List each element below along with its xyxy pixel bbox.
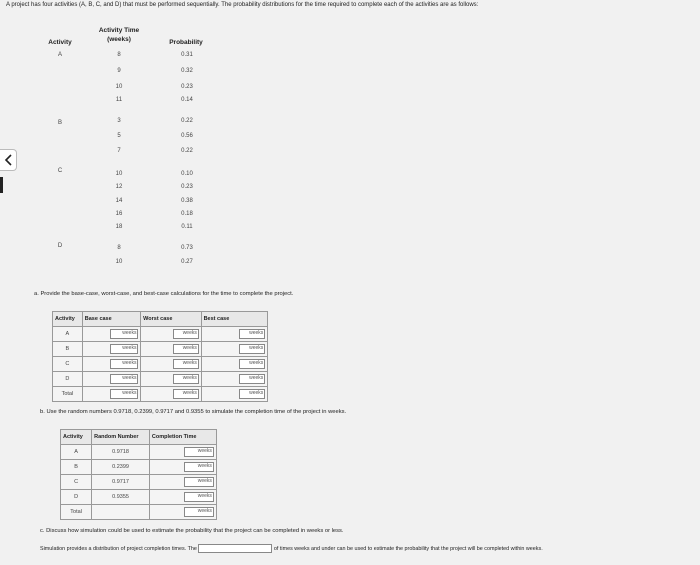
side-indicator: [0, 177, 3, 193]
dist-prob-value: 0.38: [181, 198, 193, 204]
part-a-activity: D: [53, 372, 83, 387]
worst-case-input[interactable]: weeks: [173, 329, 199, 339]
base-case-input[interactable]: weeks: [110, 359, 138, 369]
dist-time-value: 11: [115, 97, 123, 103]
dist-header-activity: Activity: [48, 39, 72, 46]
part-a-header-activity: Activity: [53, 312, 83, 327]
base-case-input[interactable]: weeks: [110, 374, 138, 384]
random-number: [92, 505, 150, 520]
table-row: [61, 445, 217, 460]
worst-case-input[interactable]: weeks: [173, 359, 199, 369]
part-a-activity: B: [53, 342, 83, 357]
random-number: 0.9355: [92, 490, 150, 505]
worst-case-input[interactable]: weeks: [173, 374, 199, 384]
part-a-prompt: a. Provide the base-case, worst-case, and best-case calculations for the time to complete the project.: [34, 291, 294, 297]
dist-activity-label: B: [57, 120, 62, 126]
table-row: [61, 490, 217, 505]
dist-prob-value: 0.73: [181, 245, 193, 251]
dist-prob-value: 0.14: [181, 97, 193, 103]
dist-activity-label: C: [57, 168, 63, 174]
dist-prob-value: 0.18: [181, 211, 193, 217]
dist-time-value: 14: [115, 198, 123, 204]
completion-time-total-input[interactable]: weeks: [184, 507, 214, 517]
completion-time-input[interactable]: weeks: [184, 477, 214, 487]
base-case-input[interactable]: weeks: [110, 329, 138, 339]
dist-prob-value: 0.22: [181, 118, 193, 124]
back-button[interactable]: [0, 149, 17, 171]
base-case-total-input[interactable]: weeks: [110, 389, 138, 399]
part-b-header-activity: Activity: [61, 430, 92, 445]
dist-prob-value: 0.32: [181, 68, 193, 74]
dist-time-value: 7: [117, 148, 121, 154]
part-c-sentence-end: of times weeks and under can be used to estimate the probability that the project will be completed within weeks.: [273, 545, 543, 552]
table-row: [53, 357, 268, 372]
dist-time-value: 12: [115, 184, 123, 190]
dist-time-value: 5: [117, 133, 121, 139]
dist-activity-label: A: [57, 52, 62, 58]
part-b-activity: A: [61, 445, 92, 460]
part-b-table: [60, 429, 217, 520]
part-a-header-best: Best case: [201, 312, 267, 327]
part-a-activity: Total: [53, 387, 83, 402]
intro-text: A project has four activities (A, B, C, and D) that must be performed sequentially. The probability distributions for the time required to complete each of the activities are as follows:: [6, 2, 479, 8]
part-b-activity: C: [61, 475, 92, 490]
dist-time-value: 16: [115, 211, 123, 217]
part-a-table: [52, 311, 268, 402]
dist-prob-value: 0.10: [181, 171, 193, 177]
best-case-input[interactable]: weeks: [239, 374, 265, 384]
dist-time-value: 3: [117, 118, 121, 124]
table-row: [53, 327, 268, 342]
random-number: 0.2399: [92, 460, 150, 475]
part-b-header-completion: Completion Time: [149, 430, 216, 445]
dist-prob-value: 0.23: [181, 184, 193, 190]
base-case-input[interactable]: weeks: [110, 344, 138, 354]
dist-prob-value: 0.11: [181, 224, 193, 230]
completion-time-input[interactable]: weeks: [184, 447, 214, 457]
part-b-prompt: b. Use the random numbers 0.9718, 0.2399, 0.9717 and 0.9355 to simulate the completion time of the project in weeks.: [40, 409, 347, 415]
dist-prob-value: 0.23: [181, 84, 193, 90]
part-a-header-base: Base case: [82, 312, 140, 327]
part-b-activity: D: [61, 490, 92, 505]
completion-time-input[interactable]: weeks: [184, 492, 214, 502]
dist-prob-value: 0.56: [181, 133, 193, 139]
best-case-input[interactable]: weeks: [239, 329, 265, 339]
table-row: [61, 475, 217, 490]
part-a-activity: A: [53, 327, 83, 342]
dist-prob-value: 0.27: [181, 259, 193, 265]
dist-prob-value: 0.22: [181, 148, 193, 154]
dist-header-probability: Probability: [169, 39, 203, 46]
part-c-prompt: c. Discuss how simulation could be used to estimate the probability that the project can be completed in weeks or less.: [40, 528, 344, 534]
dist-time-value: 18: [115, 224, 123, 230]
dist-activity-label: D: [57, 243, 63, 249]
best-case-input[interactable]: weeks: [239, 344, 265, 354]
part-b-activity: B: [61, 460, 92, 475]
part-a-activity: C: [53, 357, 83, 372]
table-row: [61, 460, 217, 475]
random-number: 0.9717: [92, 475, 150, 490]
table-row: [53, 372, 268, 387]
worst-case-input[interactable]: weeks: [173, 344, 199, 354]
part-a-header-worst: Worst case: [141, 312, 201, 327]
dist-prob-value: 0.31: [181, 52, 193, 58]
table-row: [53, 387, 268, 402]
completion-time-input[interactable]: weeks: [184, 462, 214, 472]
best-case-input[interactable]: weeks: [239, 359, 265, 369]
simulation-fill-input[interactable]: [198, 544, 272, 553]
dist-time-value: 8: [117, 52, 121, 58]
part-c-sentence-start: Simulation provides a distribution of project completion times. The: [40, 545, 197, 552]
dist-time-value: 10: [115, 259, 123, 265]
dist-time-value: 9: [117, 68, 121, 74]
dist-time-value: 10: [115, 171, 123, 177]
dist-header-time-line2: (weeks): [107, 36, 131, 43]
dist-time-value: 10: [115, 84, 123, 90]
chevron-left-icon: [4, 154, 13, 166]
part-c-sentence: [40, 544, 543, 553]
table-row: [53, 342, 268, 357]
dist-time-value: 8: [117, 245, 121, 251]
table-row: [61, 505, 217, 520]
part-b-activity: Total: [61, 505, 92, 520]
best-case-total-input[interactable]: weeks: [239, 389, 265, 399]
part-b-header-random: Random Number: [92, 430, 150, 445]
dist-header-time-line1: Activity Time: [98, 27, 140, 34]
worst-case-total-input[interactable]: weeks: [173, 389, 199, 399]
random-number: 0.9718: [92, 445, 150, 460]
